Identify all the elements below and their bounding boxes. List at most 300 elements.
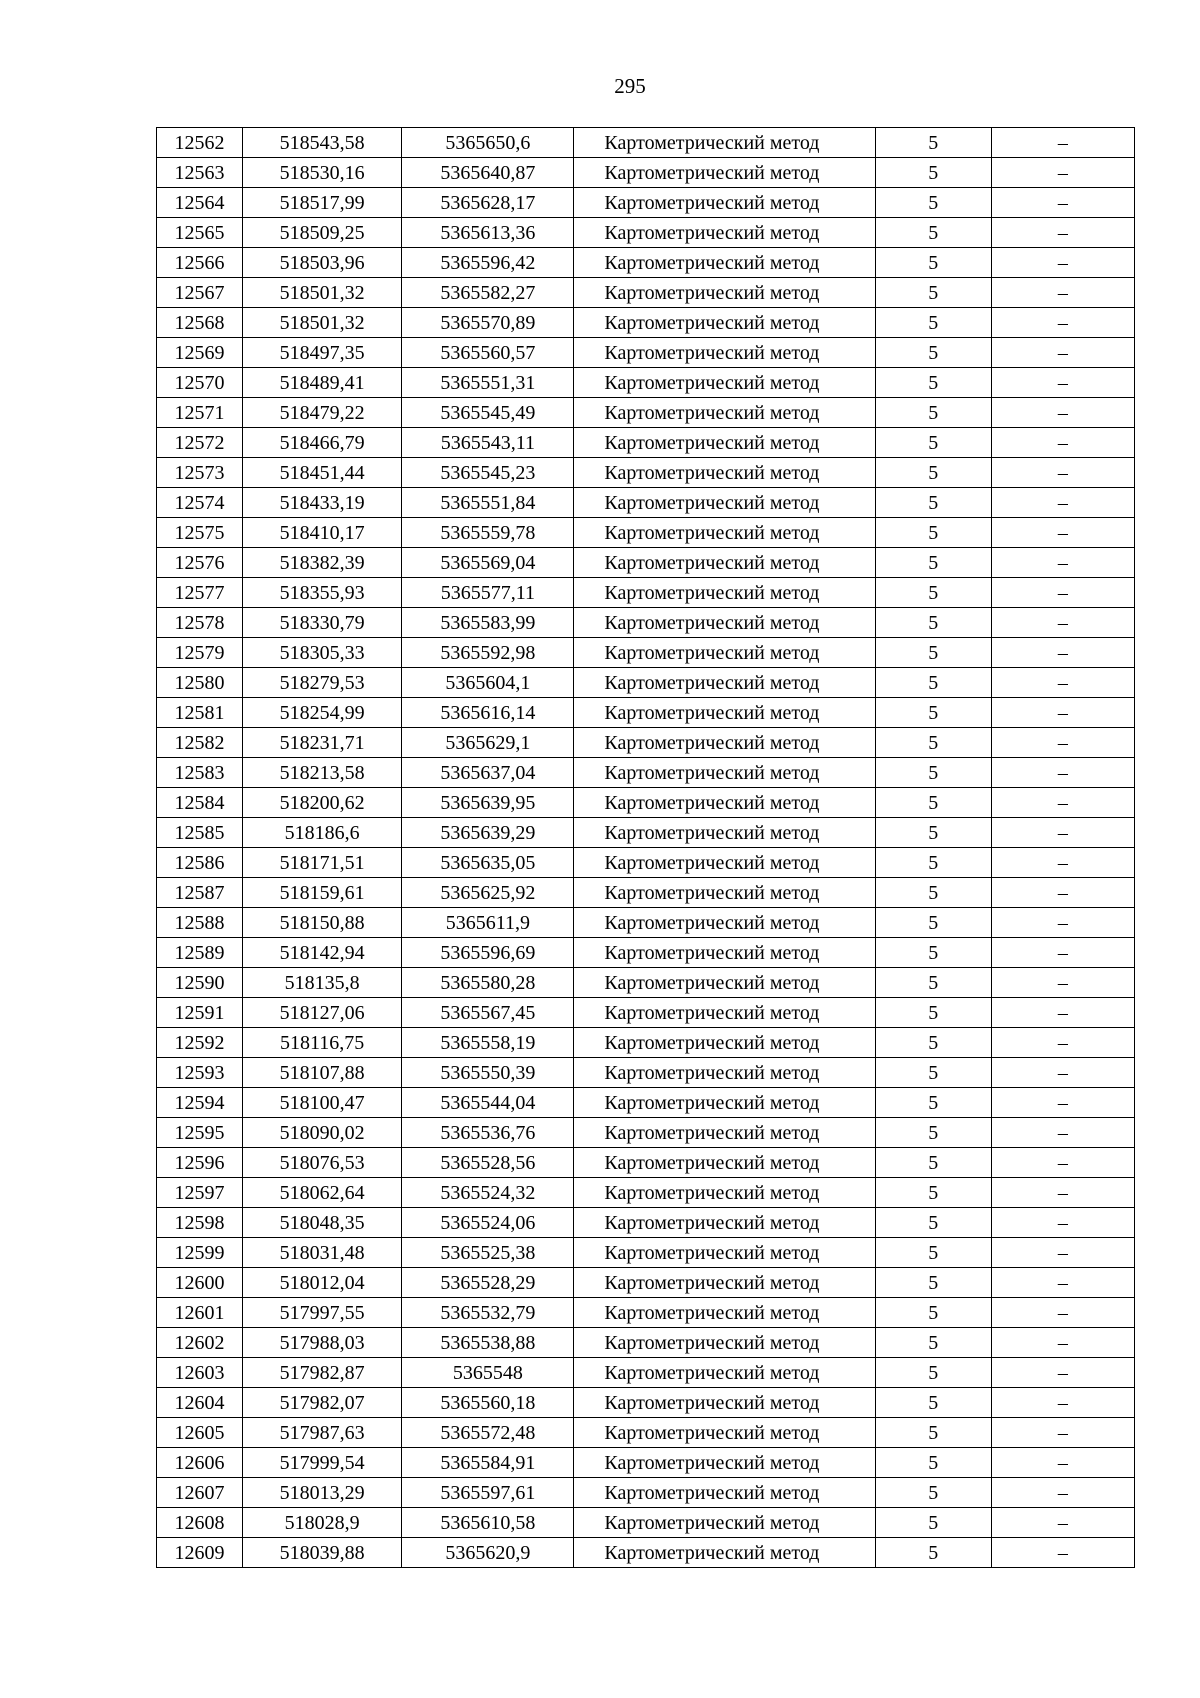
description-cell: – — [991, 1118, 1134, 1148]
method-cell: Картометрический метод — [574, 1298, 875, 1328]
table-row — [157, 698, 1135, 728]
method-cell: Картометрический метод — [574, 338, 875, 368]
y-coordinate-cell: 5365559,78 — [402, 518, 574, 548]
description-cell: – — [991, 1208, 1134, 1238]
table-row — [157, 1508, 1135, 1538]
table-row — [157, 848, 1135, 878]
method-cell: Картометрический метод — [574, 668, 875, 698]
table-row — [157, 668, 1135, 698]
point-number-cell: 12608 — [157, 1508, 243, 1538]
x-coordinate-cell: 518090,02 — [243, 1118, 402, 1148]
accuracy-cell: 5 — [875, 908, 991, 938]
table-row — [157, 1148, 1135, 1178]
description-cell: – — [991, 1538, 1134, 1568]
accuracy-cell: 5 — [875, 1268, 991, 1298]
method-cell: Картометрический метод — [574, 848, 875, 878]
description-cell: – — [991, 1448, 1134, 1478]
point-number-cell: 12599 — [157, 1238, 243, 1268]
table-row — [157, 728, 1135, 758]
accuracy-cell: 5 — [875, 368, 991, 398]
table-row — [157, 1538, 1135, 1568]
accuracy-cell: 5 — [875, 998, 991, 1028]
table-row — [157, 1298, 1135, 1328]
description-cell: – — [991, 1178, 1134, 1208]
accuracy-cell: 5 — [875, 188, 991, 218]
description-cell: – — [991, 728, 1134, 758]
table-row — [157, 578, 1135, 608]
accuracy-cell: 5 — [875, 1328, 991, 1358]
y-coordinate-cell: 5365544,04 — [402, 1088, 574, 1118]
y-coordinate-cell: 5365639,95 — [402, 788, 574, 818]
description-cell: – — [991, 1238, 1134, 1268]
table-row — [157, 368, 1135, 398]
table-row — [157, 548, 1135, 578]
point-number-cell: 12592 — [157, 1028, 243, 1058]
point-number-cell: 12573 — [157, 458, 243, 488]
x-coordinate-cell: 518039,88 — [243, 1538, 402, 1568]
x-coordinate-cell: 518171,51 — [243, 848, 402, 878]
description-cell: – — [991, 1418, 1134, 1448]
method-cell: Картометрический метод — [574, 1358, 875, 1388]
point-number-cell: 12594 — [157, 1088, 243, 1118]
table-row — [157, 1028, 1135, 1058]
table-row — [157, 1418, 1135, 1448]
y-coordinate-cell: 5365572,48 — [402, 1418, 574, 1448]
accuracy-cell: 5 — [875, 698, 991, 728]
accuracy-cell: 5 — [875, 968, 991, 998]
accuracy-cell: 5 — [875, 1238, 991, 1268]
y-coordinate-cell: 5365637,04 — [402, 758, 574, 788]
y-coordinate-cell: 5365629,1 — [402, 728, 574, 758]
point-number-cell: 12609 — [157, 1538, 243, 1568]
table-row — [157, 1118, 1135, 1148]
point-number-cell: 12589 — [157, 938, 243, 968]
method-cell: Картометрический метод — [574, 998, 875, 1028]
method-cell: Картометрический метод — [574, 428, 875, 458]
x-coordinate-cell: 518100,47 — [243, 1088, 402, 1118]
x-coordinate-cell: 518231,71 — [243, 728, 402, 758]
point-number-cell: 12598 — [157, 1208, 243, 1238]
x-coordinate-cell: 517997,55 — [243, 1298, 402, 1328]
description-cell: – — [991, 608, 1134, 638]
y-coordinate-cell: 5365583,99 — [402, 608, 574, 638]
y-coordinate-cell: 5365592,98 — [402, 638, 574, 668]
description-cell: – — [991, 218, 1134, 248]
x-coordinate-cell: 518509,25 — [243, 218, 402, 248]
table-row — [157, 908, 1135, 938]
method-cell: Картометрический метод — [574, 158, 875, 188]
table-row — [157, 758, 1135, 788]
method-cell: Картометрический метод — [574, 398, 875, 428]
method-cell: Картометрический метод — [574, 458, 875, 488]
table-row — [157, 248, 1135, 278]
description-cell: – — [991, 1508, 1134, 1538]
accuracy-cell: 5 — [875, 248, 991, 278]
point-number-cell: 12597 — [157, 1178, 243, 1208]
y-coordinate-cell: 5365548 — [402, 1358, 574, 1388]
method-cell: Картометрический метод — [574, 1448, 875, 1478]
page-number: 295 — [614, 74, 646, 98]
y-coordinate-cell: 5365524,06 — [402, 1208, 574, 1238]
point-number-cell: 12569 — [157, 338, 243, 368]
point-number-cell: 12568 — [157, 308, 243, 338]
description-cell: – — [991, 308, 1134, 338]
description-cell: – — [991, 398, 1134, 428]
table-row — [157, 968, 1135, 998]
point-number-cell: 12606 — [157, 1448, 243, 1478]
method-cell: Картометрический метод — [574, 608, 875, 638]
method-cell: Картометрический метод — [574, 1028, 875, 1058]
accuracy-cell: 5 — [875, 1178, 991, 1208]
y-coordinate-cell: 5365650,6 — [402, 128, 574, 158]
accuracy-cell: 5 — [875, 1448, 991, 1478]
description-cell: – — [991, 848, 1134, 878]
y-coordinate-cell: 5365620,9 — [402, 1538, 574, 1568]
accuracy-cell: 5 — [875, 1208, 991, 1238]
description-cell: – — [991, 968, 1134, 998]
description-cell: – — [991, 278, 1134, 308]
point-number-cell: 12575 — [157, 518, 243, 548]
table-row — [157, 308, 1135, 338]
y-coordinate-cell: 5365551,31 — [402, 368, 574, 398]
point-number-cell: 12582 — [157, 728, 243, 758]
y-coordinate-cell: 5365545,23 — [402, 458, 574, 488]
table-row — [157, 1178, 1135, 1208]
accuracy-cell: 5 — [875, 1538, 991, 1568]
x-coordinate-cell: 518433,19 — [243, 488, 402, 518]
method-cell: Картометрический метод — [574, 728, 875, 758]
x-coordinate-cell: 518048,35 — [243, 1208, 402, 1238]
table-row — [157, 1478, 1135, 1508]
table-row — [157, 458, 1135, 488]
x-coordinate-cell: 518159,61 — [243, 878, 402, 908]
method-cell: Картометрический метод — [574, 908, 875, 938]
x-coordinate-cell: 518116,75 — [243, 1028, 402, 1058]
description-cell: – — [991, 668, 1134, 698]
description-cell: – — [991, 1388, 1134, 1418]
description-cell: – — [991, 878, 1134, 908]
y-coordinate-cell: 5365525,38 — [402, 1238, 574, 1268]
method-cell: Картометрический метод — [574, 1268, 875, 1298]
point-number-cell: 12578 — [157, 608, 243, 638]
table-row — [157, 488, 1135, 518]
point-number-cell: 12580 — [157, 668, 243, 698]
y-coordinate-cell: 5365569,04 — [402, 548, 574, 578]
method-cell: Картометрический метод — [574, 308, 875, 338]
point-number-cell: 12572 — [157, 428, 243, 458]
x-coordinate-cell: 518107,88 — [243, 1058, 402, 1088]
description-cell: – — [991, 368, 1134, 398]
point-number-cell: 12605 — [157, 1418, 243, 1448]
accuracy-cell: 5 — [875, 758, 991, 788]
y-coordinate-cell: 5365577,11 — [402, 578, 574, 608]
point-number-cell: 12602 — [157, 1328, 243, 1358]
x-coordinate-cell: 518451,44 — [243, 458, 402, 488]
method-cell: Картометрический метод — [574, 188, 875, 218]
point-number-cell: 12583 — [157, 758, 243, 788]
description-cell: – — [991, 158, 1134, 188]
point-number-cell: 12577 — [157, 578, 243, 608]
table-row — [157, 1358, 1135, 1388]
table-row — [157, 1058, 1135, 1088]
table-row — [157, 938, 1135, 968]
y-coordinate-cell: 5365567,45 — [402, 998, 574, 1028]
method-cell: Картометрический метод — [574, 878, 875, 908]
point-number-cell: 12581 — [157, 698, 243, 728]
method-cell: Картометрический метод — [574, 248, 875, 278]
accuracy-cell: 5 — [875, 218, 991, 248]
description-cell: – — [991, 248, 1134, 278]
table-row — [157, 1088, 1135, 1118]
accuracy-cell: 5 — [875, 578, 991, 608]
point-number-cell: 12604 — [157, 1388, 243, 1418]
method-cell: Картометрический метод — [574, 1118, 875, 1148]
accuracy-cell: 5 — [875, 818, 991, 848]
table-row — [157, 1238, 1135, 1268]
accuracy-cell: 5 — [875, 938, 991, 968]
y-coordinate-cell: 5365604,1 — [402, 668, 574, 698]
x-coordinate-cell: 518479,22 — [243, 398, 402, 428]
x-coordinate-cell: 518382,39 — [243, 548, 402, 578]
description-cell: – — [991, 518, 1134, 548]
accuracy-cell: 5 — [875, 1418, 991, 1448]
y-coordinate-cell: 5365532,79 — [402, 1298, 574, 1328]
x-coordinate-cell: 518503,96 — [243, 248, 402, 278]
x-coordinate-cell: 518543,58 — [243, 128, 402, 158]
x-coordinate-cell: 518410,17 — [243, 518, 402, 548]
accuracy-cell: 5 — [875, 1358, 991, 1388]
point-number-cell: 12588 — [157, 908, 243, 938]
x-coordinate-cell: 518330,79 — [243, 608, 402, 638]
accuracy-cell: 5 — [875, 488, 991, 518]
accuracy-cell: 5 — [875, 1058, 991, 1088]
point-number-cell: 12603 — [157, 1358, 243, 1388]
x-coordinate-cell: 518254,99 — [243, 698, 402, 728]
table-row — [157, 188, 1135, 218]
y-coordinate-cell: 5365524,32 — [402, 1178, 574, 1208]
point-number-cell: 12574 — [157, 488, 243, 518]
point-number-cell: 12587 — [157, 878, 243, 908]
accuracy-cell: 5 — [875, 1088, 991, 1118]
x-coordinate-cell: 518062,64 — [243, 1178, 402, 1208]
table-row — [157, 878, 1135, 908]
y-coordinate-cell: 5365628,17 — [402, 188, 574, 218]
y-coordinate-cell: 5365543,11 — [402, 428, 574, 458]
y-coordinate-cell: 5365610,58 — [402, 1508, 574, 1538]
x-coordinate-cell: 518135,8 — [243, 968, 402, 998]
y-coordinate-cell: 5365625,92 — [402, 878, 574, 908]
table-row — [157, 518, 1135, 548]
point-number-cell: 12584 — [157, 788, 243, 818]
table-row — [157, 218, 1135, 248]
y-coordinate-cell: 5365584,91 — [402, 1448, 574, 1478]
description-cell: – — [991, 818, 1134, 848]
accuracy-cell: 5 — [875, 668, 991, 698]
point-number-cell: 12591 — [157, 998, 243, 1028]
table-row — [157, 1268, 1135, 1298]
x-coordinate-cell: 518127,06 — [243, 998, 402, 1028]
accuracy-cell: 5 — [875, 128, 991, 158]
y-coordinate-cell: 5365640,87 — [402, 158, 574, 188]
method-cell: Картометрический метод — [574, 638, 875, 668]
method-cell: Картометрический метод — [574, 488, 875, 518]
y-coordinate-cell: 5365613,36 — [402, 218, 574, 248]
accuracy-cell: 5 — [875, 638, 991, 668]
method-cell: Картометрический метод — [574, 818, 875, 848]
method-cell: Картометрический метод — [574, 968, 875, 998]
method-cell: Картометрический метод — [574, 1508, 875, 1538]
accuracy-cell: 5 — [875, 548, 991, 578]
point-number-cell: 12576 — [157, 548, 243, 578]
point-number-cell: 12586 — [157, 848, 243, 878]
x-coordinate-cell: 518489,41 — [243, 368, 402, 398]
description-cell: – — [991, 458, 1134, 488]
accuracy-cell: 5 — [875, 458, 991, 488]
x-coordinate-cell: 518355,93 — [243, 578, 402, 608]
y-coordinate-cell: 5365528,29 — [402, 1268, 574, 1298]
accuracy-cell: 5 — [875, 338, 991, 368]
point-number-cell: 12590 — [157, 968, 243, 998]
method-cell: Картометрический метод — [574, 1388, 875, 1418]
accuracy-cell: 5 — [875, 428, 991, 458]
x-coordinate-cell: 518028,9 — [243, 1508, 402, 1538]
description-cell: – — [991, 1148, 1134, 1178]
accuracy-cell: 5 — [875, 398, 991, 428]
method-cell: Картометрический метод — [574, 1088, 875, 1118]
x-coordinate-cell: 518517,99 — [243, 188, 402, 218]
y-coordinate-cell: 5365528,56 — [402, 1148, 574, 1178]
x-coordinate-cell: 518142,94 — [243, 938, 402, 968]
x-coordinate-cell: 518279,53 — [243, 668, 402, 698]
method-cell: Картометрический метод — [574, 1148, 875, 1178]
description-cell: – — [991, 578, 1134, 608]
method-cell: Картометрический метод — [574, 758, 875, 788]
x-coordinate-cell: 518150,88 — [243, 908, 402, 938]
description-cell: – — [991, 1328, 1134, 1358]
accuracy-cell: 5 — [875, 308, 991, 338]
method-cell: Картометрический метод — [574, 1538, 875, 1568]
method-cell: Картометрический метод — [574, 1058, 875, 1088]
accuracy-cell: 5 — [875, 728, 991, 758]
description-cell: – — [991, 1358, 1134, 1388]
table-row — [157, 128, 1135, 158]
y-coordinate-cell: 5365611,9 — [402, 908, 574, 938]
method-cell: Картометрический метод — [574, 278, 875, 308]
y-coordinate-cell: 5365560,57 — [402, 338, 574, 368]
x-coordinate-cell: 517988,03 — [243, 1328, 402, 1358]
point-number-cell: 12563 — [157, 158, 243, 188]
x-coordinate-cell: 518013,29 — [243, 1478, 402, 1508]
method-cell: Картометрический метод — [574, 1238, 875, 1268]
description-cell: – — [991, 1028, 1134, 1058]
accuracy-cell: 5 — [875, 1508, 991, 1538]
y-coordinate-cell: 5365545,49 — [402, 398, 574, 428]
x-coordinate-cell: 518497,35 — [243, 338, 402, 368]
accuracy-cell: 5 — [875, 848, 991, 878]
accuracy-cell: 5 — [875, 1148, 991, 1178]
x-coordinate-cell: 518466,79 — [243, 428, 402, 458]
table-row — [157, 428, 1135, 458]
accuracy-cell: 5 — [875, 158, 991, 188]
point-number-cell: 12566 — [157, 248, 243, 278]
y-coordinate-cell: 5365635,05 — [402, 848, 574, 878]
point-number-cell: 12595 — [157, 1118, 243, 1148]
accuracy-cell: 5 — [875, 518, 991, 548]
y-coordinate-cell: 5365616,14 — [402, 698, 574, 728]
table-row — [157, 998, 1135, 1028]
point-number-cell: 12571 — [157, 398, 243, 428]
accuracy-cell: 5 — [875, 1388, 991, 1418]
description-cell: – — [991, 638, 1134, 668]
description-cell: – — [991, 938, 1134, 968]
table-row — [157, 398, 1135, 428]
table-row — [157, 1328, 1135, 1358]
method-cell: Картометрический метод — [574, 938, 875, 968]
description-cell: – — [991, 758, 1134, 788]
point-number-cell: 12579 — [157, 638, 243, 668]
x-coordinate-cell: 518031,48 — [243, 1238, 402, 1268]
accuracy-cell: 5 — [875, 278, 991, 308]
table-row — [157, 818, 1135, 848]
x-coordinate-cell: 518530,16 — [243, 158, 402, 188]
point-number-cell: 12593 — [157, 1058, 243, 1088]
description-cell: – — [991, 788, 1134, 818]
description-cell: – — [991, 338, 1134, 368]
method-cell: Картометрический метод — [574, 1478, 875, 1508]
method-cell: Картометрический метод — [574, 548, 875, 578]
x-coordinate-cell: 518305,33 — [243, 638, 402, 668]
accuracy-cell: 5 — [875, 1298, 991, 1328]
y-coordinate-cell: 5365580,28 — [402, 968, 574, 998]
y-coordinate-cell: 5365550,39 — [402, 1058, 574, 1088]
table-row — [157, 1448, 1135, 1478]
y-coordinate-cell: 5365538,88 — [402, 1328, 574, 1358]
x-coordinate-cell: 518186,6 — [243, 818, 402, 848]
point-number-cell: 12564 — [157, 188, 243, 218]
table-row — [157, 1388, 1135, 1418]
x-coordinate-cell: 518200,62 — [243, 788, 402, 818]
accuracy-cell: 5 — [875, 788, 991, 818]
x-coordinate-cell: 517987,63 — [243, 1418, 402, 1448]
point-number-cell: 12562 — [157, 128, 243, 158]
x-coordinate-cell: 517999,54 — [243, 1448, 402, 1478]
table-row — [157, 158, 1135, 188]
y-coordinate-cell: 5365558,19 — [402, 1028, 574, 1058]
x-coordinate-cell: 518501,32 — [243, 308, 402, 338]
method-cell: Картометрический метод — [574, 128, 875, 158]
y-coordinate-cell: 5365536,76 — [402, 1118, 574, 1148]
table-body — [157, 128, 1135, 1568]
x-coordinate-cell: 517982,87 — [243, 1358, 402, 1388]
table-row — [157, 638, 1135, 668]
y-coordinate-cell: 5365639,29 — [402, 818, 574, 848]
x-coordinate-cell: 518012,04 — [243, 1268, 402, 1298]
accuracy-cell: 5 — [875, 1478, 991, 1508]
method-cell: Картометрический метод — [574, 218, 875, 248]
table-row — [157, 608, 1135, 638]
description-cell: – — [991, 428, 1134, 458]
accuracy-cell: 5 — [875, 878, 991, 908]
x-coordinate-cell: 517982,07 — [243, 1388, 402, 1418]
y-coordinate-cell: 5365596,69 — [402, 938, 574, 968]
description-cell: – — [991, 1058, 1134, 1088]
table-row — [157, 338, 1135, 368]
method-cell: Картометрический метод — [574, 1178, 875, 1208]
description-cell: – — [991, 548, 1134, 578]
point-number-cell: 12596 — [157, 1148, 243, 1178]
method-cell: Картометрический метод — [574, 518, 875, 548]
method-cell: Картометрический метод — [574, 368, 875, 398]
